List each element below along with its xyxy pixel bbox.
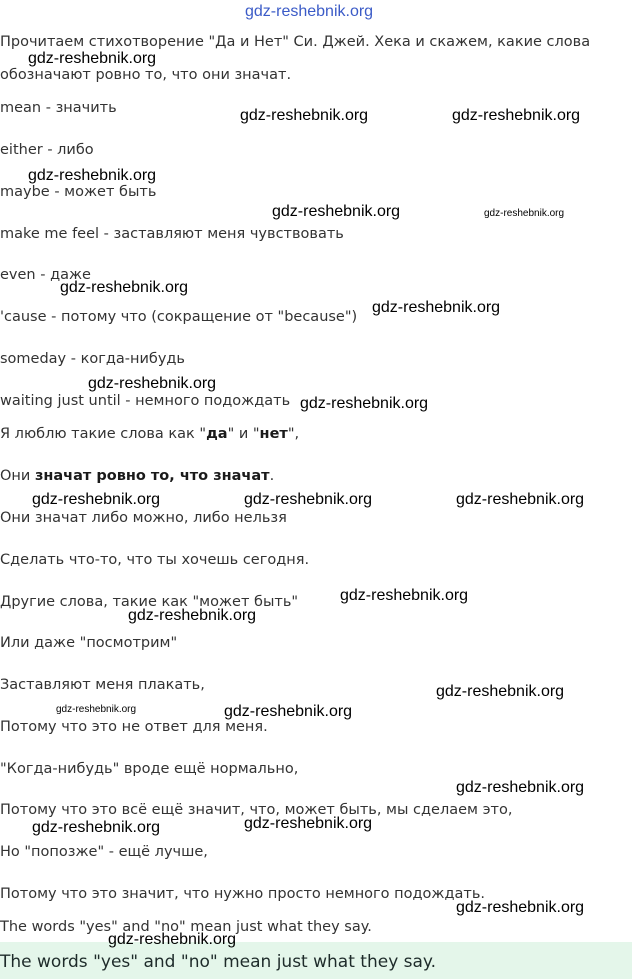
translation-word-no: нет [259,426,288,442]
watermark: gdz-reshebnik.org [60,279,189,296]
watermark: gdz-reshebnik.org [240,107,369,124]
watermark: gdz-reshebnik.org [452,107,581,124]
watermark: gdz-reshebnik.org [340,587,469,604]
answer-line: The words "yes" and "no" mean just what they say. [0,919,372,935]
watermark-small: gdz-reshebnik.org [484,208,565,219]
vocab-item-make-me-feel: make me feel - заставляют меня чувствовать [0,226,344,242]
translation-line-9: "Когда-нибудь" вроде ещё нормально, [0,761,299,777]
translation-line-3: Они значат либо можно, либо нельзя [0,510,287,526]
vocab-item-maybe: maybe - может быть [0,184,157,200]
translation-line-2-part-a: Они [0,468,35,484]
translation-key-phrase: значат ровно то, что значат [34,468,270,484]
vocab-item-someday: someday - когда-нибудь [0,351,185,367]
vocab-item-cause: 'cause - потому что (сокращение от "because") [0,309,358,325]
translation-line-10: Потому что это всё ещё значит, что, может быть, мы сделаем это, [0,802,513,818]
translation-line-8: Потому что это не ответ для меня. [0,719,268,735]
translation-line-2-part-c: . [269,468,275,484]
translation-line-7: Заставляют меня плакать, [0,677,205,693]
vocab-item-even: even - даже [0,267,91,283]
watermark: gdz-reshebnik.org [88,375,217,392]
translation-line-11: Но "попозже" - ещё лучше, [0,844,208,860]
watermark: gdz-reshebnik.org [28,167,157,184]
watermark: gdz-reshebnik.org [244,815,373,832]
intro-line-1: Прочитаем стихотворение "Да и Нет" Си. Джей. Хека и скажем, какие слова [0,34,591,50]
translation-line-12: Потому что это значит, что нужно просто немного подождать. [0,886,485,902]
translation-line-1-part-a: Я люблю такие слова как " [0,426,207,442]
watermark: gdz-reshebnik.org [272,203,401,220]
watermark: gdz-reshebnik.org [372,299,501,316]
watermark: gdz-reshebnik.org [456,899,585,916]
watermark: gdz-reshebnik.org [224,703,353,720]
watermark-small: gdz-reshebnik.org [56,704,137,715]
vocab-item-mean: mean - значить [0,100,117,116]
watermark: gdz-reshebnik.org [456,491,585,508]
watermark: gdz-reshebnik.org [108,931,237,948]
translation-line-1 [0,425,299,443]
watermark: gdz-reshebnik.org [32,819,161,836]
translation-line-1-part-c: " и " [227,426,260,442]
watermark: gdz-reshebnik.org [28,50,157,67]
translation-line-4: Сделать что-то, что ты хочешь сегодня. [0,552,310,568]
watermark: gdz-reshebnik.org [300,395,429,412]
translation-line-6: Или даже "посмотрим" [0,635,178,651]
translation-line-5: Другие слова, такие как "может быть" [0,594,299,610]
vocab-item-waiting: waiting just until - немного подождать [0,393,291,409]
watermark: gdz-reshebnik.org [244,491,373,508]
watermark: gdz-reshebnik.org [456,779,585,796]
watermark: gdz-reshebnik.org [32,491,161,508]
answer-highlighted-text: The words "yes" and "no" mean just what they say. [0,952,436,972]
watermark: gdz-reshebnik.org [436,683,565,700]
vocab-item-either: either - либо [0,142,94,158]
watermark: gdz-reshebnik.org [128,607,257,624]
translation-word-yes: да [206,426,228,442]
intro-line-2: обозначают ровно то, что они значат. [0,67,292,83]
translation-line-1-part-e: ", [287,426,300,442]
translation-line-2 [0,467,274,485]
watermark-top: gdz-reshebnik.org [245,3,374,20]
